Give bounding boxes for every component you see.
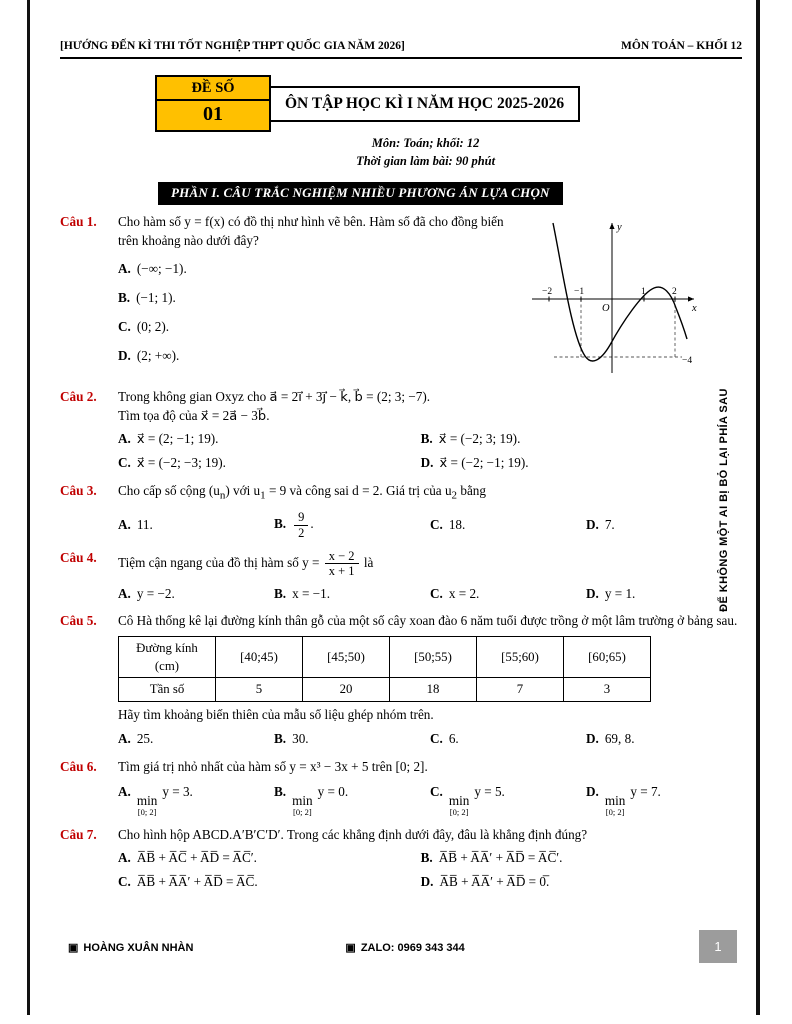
option-text: . <box>310 516 314 532</box>
fraction-numerator: 9 <box>294 510 308 525</box>
option-letter: D. <box>420 455 434 471</box>
min-word: min <box>448 792 470 808</box>
option-letter: B. <box>274 783 287 799</box>
question-5 <box>60 612 742 749</box>
option-letter: A. <box>118 585 131 601</box>
subscript-n: n <box>219 489 226 502</box>
option-letter: A. <box>118 261 131 277</box>
frequency-cell: 3 <box>564 678 651 701</box>
question-7 <box>60 826 742 892</box>
q2-option-a <box>118 430 421 449</box>
option-letter: C. <box>430 783 443 799</box>
subject-line: Môn: Toán; khối: 12 <box>371 136 480 150</box>
y-axis-label: y <box>617 222 622 233</box>
side-slogan: ĐỂ KHÔNG MỘT AI BỊ BỎ LẠI PHÍA SAU <box>718 388 730 612</box>
question-2-label: Câu 2. <box>60 389 97 404</box>
option-text: 6. <box>448 731 459 747</box>
min-interval: [0; 2] <box>449 807 469 818</box>
option-text: y = 0. <box>317 783 349 799</box>
option-text: x⃗ = (−2; −1; 19). <box>439 455 529 471</box>
subscript-1: 1 <box>260 489 266 502</box>
option-text: y = −2. <box>136 585 175 601</box>
min-interval: [0; 2] <box>605 807 625 818</box>
author-icon: ▣ <box>68 942 79 954</box>
option-text: 25. <box>136 731 154 747</box>
option-text: 30. <box>292 731 309 747</box>
option-letter: C. <box>118 318 131 334</box>
question-1-label: Câu 1. <box>60 214 97 229</box>
function-graph <box>524 215 704 379</box>
option-text: (−1; 1). <box>136 290 176 306</box>
option-letter: B. <box>274 585 287 601</box>
fraction <box>294 510 308 540</box>
q5-option-c <box>430 730 586 749</box>
min-interval: [0; 2] <box>293 807 312 818</box>
cubic-curve-figure <box>524 215 704 379</box>
option-text: y = 7. <box>630 783 661 799</box>
q7-option-b <box>421 849 563 868</box>
q3-option-b <box>274 510 430 540</box>
option-letter: A. <box>118 731 131 747</box>
option-letter: B. <box>118 290 131 306</box>
header-cell: Đường kính (cm) <box>119 637 216 678</box>
question-5-label: Câu 5. <box>60 613 97 629</box>
fraction <box>325 549 359 579</box>
q6-option-d <box>586 783 742 817</box>
origin-label: O <box>602 303 610 314</box>
header-right-text: MÔN TOÁN – KHỐI 12 <box>621 40 742 52</box>
tick-label-2: 2 <box>672 287 677 297</box>
option-text: y = 1. <box>604 585 636 601</box>
option-text: (2; +∞). <box>136 347 180 363</box>
question-2 <box>60 388 742 473</box>
option-text: x⃗ = (2; −1; 19). <box>136 431 219 447</box>
question-4 <box>60 549 742 603</box>
header-cell: [50;55) <box>390 637 477 678</box>
author-name: HOÀNG XUÂN NHÀN <box>83 941 194 954</box>
question-6-label: Câu 6. <box>60 759 97 775</box>
frequency-cell: Tần số <box>119 678 216 701</box>
min-operator <box>292 794 313 817</box>
q5-option-b <box>274 730 430 749</box>
page-number-badge: 1 <box>699 930 737 963</box>
zalo-contact: ZALO: 0969 343 344 <box>360 941 465 954</box>
option-text: y = 5. <box>474 783 505 799</box>
option-letter: A. <box>118 431 131 447</box>
option-text: x = 2. <box>448 585 480 601</box>
part1-heading: PHẦN I. CÂU TRẮC NGHIỆM NHIỀU PHƯƠNG ÁN LỰA CHỌN <box>158 182 563 205</box>
q7-option-c <box>118 873 421 892</box>
scan-edge-left <box>27 0 30 1015</box>
fraction-numerator: x − 2 <box>325 549 359 564</box>
frequency-cell: 5 <box>216 678 303 701</box>
option-text: x⃗ = (−2; −3; 19). <box>136 455 226 471</box>
question-5-prompt: Hãy tìm khoảng biến thiên của mẫu số liệu ghép nhóm trên. <box>118 706 434 722</box>
q3-option-a <box>118 516 274 535</box>
table-header-row <box>119 637 651 678</box>
question-2-text-line1: Trong không gian Oxyz cho a⃗ = 2i⃗ + 3j⃗ − k⃗, b⃗ = (2; 3; −7). <box>118 389 431 404</box>
question-6 <box>60 758 742 816</box>
scan-edge-right <box>756 0 760 1015</box>
frequency-cell: 18 <box>390 678 477 701</box>
fraction-denominator: 2 <box>298 525 305 540</box>
question-3-text <box>118 482 742 504</box>
q4-option-a <box>118 585 274 604</box>
tick-label-1: 1 <box>641 287 646 297</box>
exam-number-value: 01 <box>203 103 223 125</box>
question-7-text: Cho hình hộp ABCD.A′B′C′D′. Trong các khẳng định dưới đây, đâu là khẳng định đúng? <box>118 826 588 842</box>
q7-option-a <box>118 849 421 868</box>
text-segment: bằng <box>457 482 486 498</box>
value-label-minus4: −4 <box>682 356 693 366</box>
option-letter: A. <box>118 850 131 866</box>
question-3 <box>60 482 742 540</box>
q6-option-a <box>118 783 274 817</box>
q2-option-c <box>118 454 421 473</box>
y-axis-arrow <box>609 223 614 229</box>
text-segment: Cho cấp số cộng (u <box>118 482 220 498</box>
min-word: min <box>136 792 158 808</box>
option-letter: C. <box>118 455 131 471</box>
exam-number-label: ĐỀ SỐ <box>157 77 269 101</box>
tick-label-minus2: −2 <box>542 287 553 297</box>
table-frequency-row <box>119 678 651 701</box>
min-operator <box>137 794 158 817</box>
exam-title: ÔN TẬP HỌC KÌ I NĂM HỌC 2025-2026 <box>271 86 580 122</box>
q2-option-d <box>421 454 529 473</box>
page-footer <box>68 941 465 954</box>
option-letter: B. <box>274 731 287 747</box>
time-line: Thời gian làm bài: 90 phút <box>356 154 496 168</box>
question-1 <box>60 213 742 379</box>
question-2-text-line2: Tìm tọa độ của x⃗ = 2a⃗ − 3b⃗. <box>118 407 270 423</box>
question-4-text <box>118 549 742 579</box>
option-text: 11. <box>136 516 153 532</box>
option-text: y = 3. <box>162 783 193 799</box>
option-text: x = −1. <box>292 585 331 601</box>
q7-option-d <box>421 873 550 892</box>
q6-option-c <box>430 783 586 817</box>
zalo-icon: ▣ <box>345 942 356 954</box>
q4-option-b <box>274 585 430 604</box>
option-text: 69, 8. <box>604 731 635 747</box>
q5-option-a <box>118 730 274 749</box>
header-cell: [45;50) <box>303 637 390 678</box>
exam-number-box <box>155 75 271 132</box>
min-interval: [0; 2] <box>137 807 157 818</box>
option-text: (−∞; −1). <box>136 261 187 277</box>
tick-label-minus1: −1 <box>574 287 585 297</box>
option-letter: A. <box>118 516 131 532</box>
min-operator <box>449 794 470 817</box>
question-5-text: Cô Hà thống kê lại đường kính thân gỗ của một số cây xoan đào 6 năm tuổi được trồng ở một lâm trường ở bảng sau. <box>118 613 738 629</box>
q6-option-b <box>274 783 430 817</box>
option-text: A̅B̅ + A̅C̅ + A̅D̅ = A̅C̅′. <box>136 850 257 866</box>
option-text: (0; 2). <box>136 318 170 334</box>
option-letter: C. <box>430 731 443 747</box>
option-text: A̅B̅ + A̅A̅′ + A̅D̅ = 0̅. <box>439 874 550 889</box>
question-7-label: Câu 7. <box>60 826 97 842</box>
option-letter: D. <box>586 585 599 601</box>
option-letter: D. <box>420 874 434 889</box>
option-letter: D. <box>586 783 599 799</box>
x-axis-arrow <box>688 296 694 301</box>
option-letter: B. <box>420 431 433 447</box>
option-letter: A. <box>118 783 131 799</box>
text-segment: ) với u <box>225 482 261 498</box>
option-text: A̅B̅ + A̅A̅′ + A̅D̅ = A̅C̅. <box>136 874 258 889</box>
q2-option-b <box>421 430 521 449</box>
header-cell: [40;45) <box>216 637 303 678</box>
option-letter: C. <box>430 585 443 601</box>
option-letter: C. <box>118 874 131 889</box>
option-text: 18. <box>448 516 466 532</box>
title-block <box>155 75 742 169</box>
header-cell: [55;60) <box>477 637 564 678</box>
min-word: min <box>604 792 626 808</box>
min-word: min <box>292 792 313 808</box>
option-text: 7. <box>604 516 615 532</box>
option-letter: D. <box>586 731 599 747</box>
fraction-denominator: x + 1 <box>328 564 355 579</box>
text-segment: Tiệm cận ngang của đồ thị hàm số y = <box>118 554 323 570</box>
q3-option-c <box>430 516 586 535</box>
option-letter: B. <box>274 516 287 532</box>
min-operator <box>605 794 626 817</box>
option-letter: C. <box>430 516 443 532</box>
question-6-text: Tìm giá trị nhỏ nhất của hàm số y = x³ − 3x + 5 trên [0; 2]. <box>118 759 428 775</box>
frequency-table <box>118 636 651 701</box>
question-4-label: Câu 4. <box>60 549 97 565</box>
text-segment: là <box>360 554 374 570</box>
question-1-text: Cho hàm số y = f(x) có đồ thị như hình vẽ bên. Hàm số đã cho đồng biến trên khoảng nào dưới đây? <box>118 214 504 248</box>
q4-option-c <box>430 585 586 604</box>
frequency-cell: 7 <box>477 678 564 701</box>
option-text: A̅B̅ + A̅A̅′ + A̅D̅ = A̅C̅′. <box>438 850 563 866</box>
question-3-label: Câu 3. <box>60 482 97 498</box>
q5-option-d <box>586 730 742 749</box>
subscript-2: 2 <box>451 489 458 502</box>
x-axis-label: x <box>692 303 697 314</box>
page-header <box>60 40 742 59</box>
header-cell: [60;65) <box>564 637 651 678</box>
option-letter: D. <box>586 516 599 532</box>
option-letter: D. <box>118 347 131 363</box>
option-letter: B. <box>420 850 433 866</box>
header-left-text: [HƯỚNG ĐẾN KÌ THI TỐT NGHIỆP THPT QUỐC GIA NĂM 2026] <box>60 40 405 52</box>
frequency-cell: 20 <box>303 678 390 701</box>
text-segment: = 9 và công sai d = 2. Giá trị của u <box>265 482 452 498</box>
option-text: x⃗ = (−2; 3; 19). <box>438 431 521 447</box>
